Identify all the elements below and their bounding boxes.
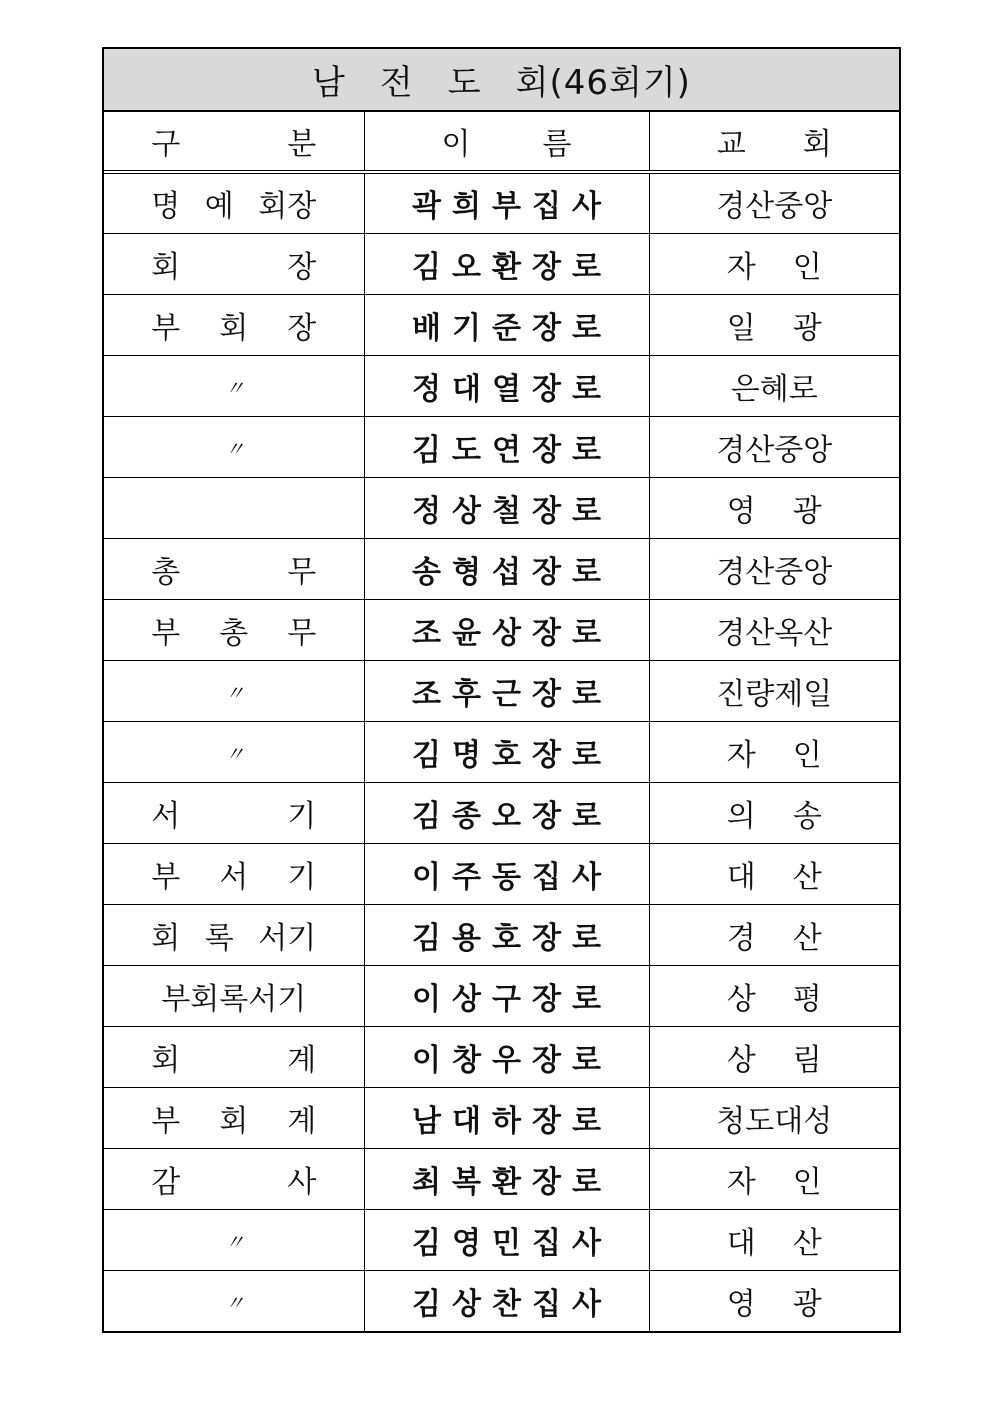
table-row xyxy=(104,965,899,1026)
name-cell: 이창우장로 xyxy=(364,1026,649,1087)
name-cell: 이주동집사 xyxy=(364,843,649,904)
name-cell: 이상구장로 xyxy=(364,965,649,1026)
name-cell: 최복환장로 xyxy=(364,1148,649,1209)
title-part: 전 xyxy=(379,63,414,103)
role-label: 서 기 xyxy=(151,798,317,834)
role-cell xyxy=(104,172,364,233)
church-cell: 경산중앙 xyxy=(649,538,899,599)
role-cell xyxy=(104,1209,364,1270)
ditto-mark: 〃 xyxy=(224,437,243,461)
name-cell: 배기준장로 xyxy=(364,294,649,355)
column-header-name: 이 름 xyxy=(364,112,649,172)
table-row xyxy=(104,172,899,233)
name-cell: 조윤상장로 xyxy=(364,599,649,660)
role-cell xyxy=(104,1026,364,1087)
role-label: 부회록서기 xyxy=(161,981,307,1017)
table-row xyxy=(104,1148,899,1209)
table-row xyxy=(104,660,899,721)
table-row xyxy=(104,233,899,294)
role-cell xyxy=(104,843,364,904)
role-label: 명 예 회장 xyxy=(151,189,317,225)
name-cell: 김상찬집사 xyxy=(364,1270,649,1331)
role-label: 부 총 무 xyxy=(151,615,317,651)
title-part: 회(46회기) xyxy=(515,63,691,103)
role-cell xyxy=(104,782,364,843)
title-part: 남 xyxy=(312,63,346,103)
church-cell: 영 광 xyxy=(726,1286,822,1322)
ditto-mark: 〃 xyxy=(224,1291,243,1316)
role-cell xyxy=(104,1087,364,1148)
name-cell: 김종오장로 xyxy=(364,782,649,843)
table-row xyxy=(104,1026,899,1087)
church-cell: 자 인 xyxy=(649,233,899,294)
role-cell xyxy=(104,538,364,599)
name-cell: 남대하장로 xyxy=(364,1087,649,1148)
name-cell: 김오환장로 xyxy=(364,233,649,294)
ditto-mark: 〃 xyxy=(224,742,243,766)
role-cell xyxy=(104,1148,364,1209)
table-row xyxy=(104,782,899,843)
role-cell xyxy=(104,477,364,538)
church-cell: 상 림 xyxy=(649,1026,899,1087)
church-cell: 경산옥산 xyxy=(649,599,899,660)
name-cell: 김영민집사 xyxy=(364,1209,649,1270)
title-part: 도 xyxy=(447,63,482,103)
church-cell: 청도대성 xyxy=(649,1087,899,1148)
role-cell xyxy=(104,599,364,660)
table-row xyxy=(104,538,899,599)
role-cell xyxy=(104,233,364,294)
role-cell xyxy=(104,355,364,416)
role-label: 회 록 서기 xyxy=(151,920,317,956)
ditto-mark: 〃 xyxy=(224,1230,243,1254)
role-cell xyxy=(104,904,364,965)
table-row xyxy=(104,843,899,904)
name-cell: 조후근장로 xyxy=(364,660,649,721)
church-cell: 영 광 xyxy=(649,477,899,538)
name-cell: 곽희부집사 xyxy=(364,172,649,233)
officer-roster-table xyxy=(102,47,901,1333)
name-cell: 김도연장로 xyxy=(364,416,649,477)
column-header-row xyxy=(104,112,899,172)
church-cell: 진량제일 xyxy=(649,660,899,721)
table-row xyxy=(104,904,899,965)
role-cell xyxy=(104,1270,364,1331)
ditto-mark: 〃 xyxy=(224,376,243,400)
role-label: 부 회 계 xyxy=(151,1103,317,1139)
table-row xyxy=(104,294,899,355)
name-cell: 정상철장로 xyxy=(364,477,649,538)
church-cell: 의 송 xyxy=(649,782,899,843)
table-title xyxy=(104,49,899,112)
ditto-mark: 〃 xyxy=(224,681,243,705)
name-cell: 정대열장로 xyxy=(364,355,649,416)
role-cell xyxy=(104,721,364,782)
name-cell: 김명호장로 xyxy=(364,721,649,782)
table-row xyxy=(104,599,899,660)
table-row xyxy=(104,477,899,538)
role-label: 회 장 xyxy=(151,249,317,285)
role-cell xyxy=(104,965,364,1026)
table-row xyxy=(104,721,899,782)
column-header-role: 구 분 xyxy=(104,112,364,172)
table-row xyxy=(104,1209,899,1270)
church-cell: 경 산 xyxy=(649,904,899,965)
roster-grid xyxy=(104,112,899,1331)
church-cell: 은혜로 xyxy=(649,355,899,416)
role-cell xyxy=(104,660,364,721)
role-label: 감 사 xyxy=(151,1164,317,1200)
church-cell: 자 인 xyxy=(649,721,899,782)
table-row xyxy=(104,416,899,477)
table-row xyxy=(104,1087,899,1148)
role-label: 부 회 장 xyxy=(151,310,317,346)
church-cell: 대 산 xyxy=(649,843,899,904)
roster-body xyxy=(104,172,899,1331)
name-cell: 김용호장로 xyxy=(364,904,649,965)
church-cell: 경산중앙 xyxy=(649,416,899,477)
church-cell: 상 평 xyxy=(649,965,899,1026)
table-row xyxy=(104,1270,899,1331)
role-label: 회 계 xyxy=(151,1042,317,1078)
table-row xyxy=(104,355,899,416)
name-cell: 송형섭장로 xyxy=(364,538,649,599)
role-cell xyxy=(104,416,364,477)
role-label: 총 무 xyxy=(151,554,317,590)
church-cell: 일 광 xyxy=(649,294,899,355)
role-label: 부 서 기 xyxy=(151,859,317,895)
church-cell: 대 산 xyxy=(649,1209,899,1270)
column-header-church: 교 회 xyxy=(649,112,899,172)
church-cell: 경산중앙 xyxy=(649,172,899,233)
role-cell xyxy=(104,294,364,355)
church-cell: 자 인 xyxy=(649,1148,899,1209)
